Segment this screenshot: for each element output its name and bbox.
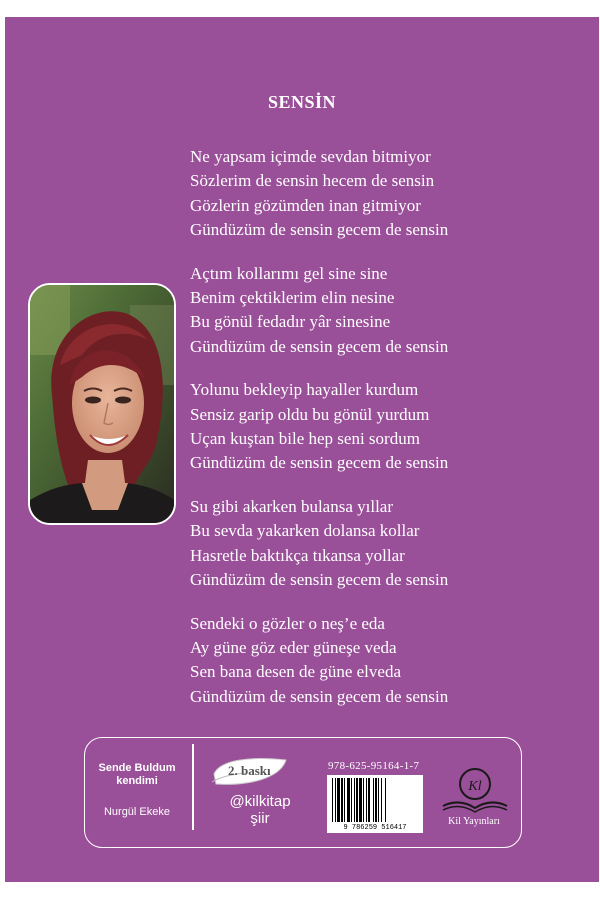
stanza: [190, 495, 590, 592]
barcode: [327, 775, 423, 833]
poem-line: Ay güne göz eder güneşe veda: [190, 638, 397, 658]
genre-text: şiir: [250, 810, 270, 827]
author-portrait-image: [30, 285, 174, 523]
back-cover: [5, 17, 599, 882]
social-handle: [205, 793, 315, 827]
handle-text: @kilkitap: [229, 793, 291, 810]
stanza: [190, 612, 590, 709]
edition-label: 2. baskı: [228, 763, 271, 778]
poem-line: Su gibi akarken bulansa yıllar: [190, 497, 394, 517]
poem-line: Benim çektiklerim elin nesine: [190, 287, 395, 307]
poem-line: Sözlerim de sensin hecem de sensin: [190, 171, 435, 191]
poem-line: Gündüzüm de sensin gecem de sensin: [190, 686, 449, 706]
poem-line: Gündüzüm de sensin gecem de sensin: [190, 219, 449, 239]
publisher-logo: [435, 762, 515, 822]
author-name: Nurgül Ekeke: [103, 806, 171, 818]
book-title: [85, 762, 189, 788]
stanza: [190, 145, 590, 242]
poem-line: Gündüzüm de sensin gecem de sensin: [190, 569, 449, 589]
poem-line: Uçan kuştan bile hep seni sordum: [190, 428, 420, 448]
poem-line: Açtım kollarımı gel sine sine: [190, 263, 388, 283]
poem-line: Gündüzüm de sensin gecem de sensin: [190, 453, 449, 473]
poem-body: [190, 145, 590, 728]
poem-line: Gündüzüm de sensin gecem de sensin: [190, 336, 449, 356]
divider: [192, 744, 194, 830]
poem-title: SENSİN: [267, 92, 337, 112]
book-title-line: kendimi: [116, 775, 158, 787]
author-photo: [28, 283, 176, 525]
stanza: [190, 378, 590, 475]
stanza: [190, 262, 590, 359]
info-box: [84, 737, 522, 848]
poem-line: Sen bana desen de güne elveda: [190, 662, 401, 682]
poem-line: Bu sevda yakarken dolansa kollar: [190, 521, 420, 541]
poem-line: Yolunu bekleyip hayaller kurdum: [190, 380, 419, 400]
edition-badge: [210, 756, 290, 786]
book-title-line: Sende Buldum: [98, 762, 176, 774]
poem-line: Sensiz garip oldu bu gönül yurdum: [190, 404, 430, 424]
svg-text:Kl: Kl: [468, 779, 482, 794]
poem-line: Hasretle baktıkça tıkansa yollar: [190, 545, 405, 565]
poem-line: Gözlerin gözümden inan gitmiyor: [190, 195, 421, 215]
poem-line: Sendeki o gözler o neş’e eda: [190, 613, 385, 633]
poem-line: Ne yapsam içimde sevdan bitmiyor: [190, 147, 431, 166]
publisher-name: Kil Yayınları: [448, 816, 500, 827]
isbn-number: 978-625-95164-1-7: [328, 760, 420, 772]
barcode-digits: 9 786259 516417: [327, 824, 423, 832]
kil-logo-icon: [435, 762, 515, 822]
poem-line: Bu gönül fedadır yâr sinesine: [190, 312, 391, 332]
